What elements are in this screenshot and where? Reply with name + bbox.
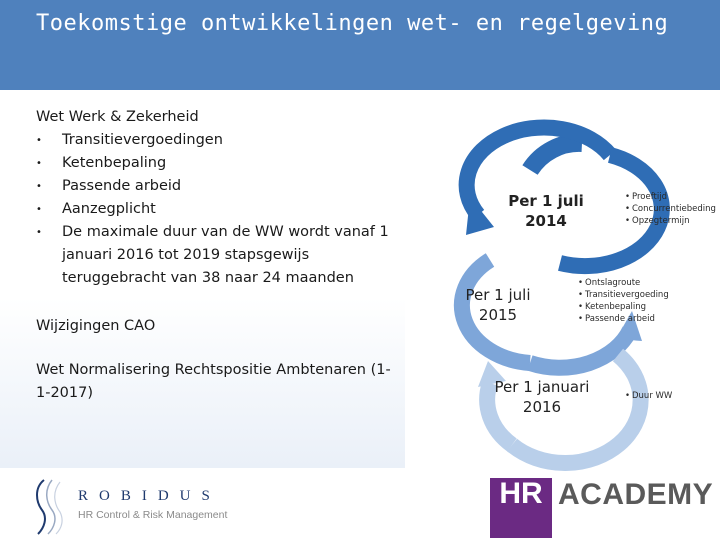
bullet-list: [36, 129, 401, 290]
section-heading-cao: Wijzigingen CAO: [36, 318, 156, 334]
arc-top: [530, 143, 582, 170]
timeline-diagram: [430, 115, 720, 475]
list-item: • Duur WW: [625, 390, 672, 402]
list-item: • Ontslagroute: [578, 277, 669, 289]
list-item: • Passende arbeid: [578, 313, 669, 325]
robidus-wordmark: ROBIDUS: [78, 488, 221, 504]
bullet-text: Passende arbeid: [62, 178, 182, 194]
bullet-marker: •: [36, 227, 42, 238]
list-item: • Concurrentiebeding: [625, 203, 716, 215]
robidus-tagline: HR Control & Risk Management: [78, 509, 228, 521]
bullet-marker: •: [36, 204, 42, 215]
list-item: [36, 221, 401, 290]
spacer: [36, 290, 401, 315]
stage-label-2016: Per 1 januari 2016: [494, 378, 590, 416]
bullet-text: Transitievergoedingen: [62, 132, 223, 148]
stage-notes-2015: [578, 277, 669, 325]
hr-academy-box-text: HR: [499, 477, 543, 510]
section-heading-wnra: Wet Normalisering Rechtspositie Ambtenaren (1-1-2017): [36, 362, 391, 401]
bullet-text: Ketenbepaling: [62, 155, 167, 171]
hr-academy-mark: [490, 478, 552, 538]
hr-academy-logo: [490, 477, 714, 538]
bullet-marker: •: [36, 158, 42, 169]
title-bar: [0, 0, 720, 90]
list-item: • Opzegtermijn: [625, 215, 716, 227]
list-item: [36, 152, 401, 175]
list-item: • Ketenbepaling: [578, 301, 669, 313]
bullet-marker: •: [36, 135, 42, 146]
list-item: • Transitievergoeding: [578, 289, 669, 301]
arrow-head-top: [466, 197, 494, 235]
robidus-logo: [30, 478, 240, 536]
stage-notes-2016: [625, 390, 672, 402]
bullet-text: De maximale duur van de WW wordt vanaf 1 januari 2016 tot 2019 stapsgewijs teruggebracht van 38 naar 24 maanden: [62, 224, 389, 286]
stage-label-2014: Per 1 juli 2014: [508, 192, 584, 230]
section-heading-wwz: Wet Werk & Zekerheid: [36, 109, 199, 125]
bullet-marker: •: [36, 181, 42, 192]
list-item: [36, 198, 401, 221]
slide-title: Toekomstige ontwikkelingen wet- en regelgeving: [36, 11, 669, 36]
stage-notes-2014: [625, 191, 716, 227]
list-item: [36, 129, 401, 152]
stage-label-2015: Per 1 juli 2015: [465, 286, 531, 324]
list-item: [36, 175, 401, 198]
bullet-text: Aanzegplicht: [62, 201, 156, 217]
robidus-emblem-icon: [30, 478, 70, 536]
list-item: • Proeftijd: [625, 191, 716, 203]
spacer: [36, 338, 401, 359]
text-block: [36, 106, 401, 405]
hr-academy-wordmark: ACADEMY: [558, 478, 714, 511]
